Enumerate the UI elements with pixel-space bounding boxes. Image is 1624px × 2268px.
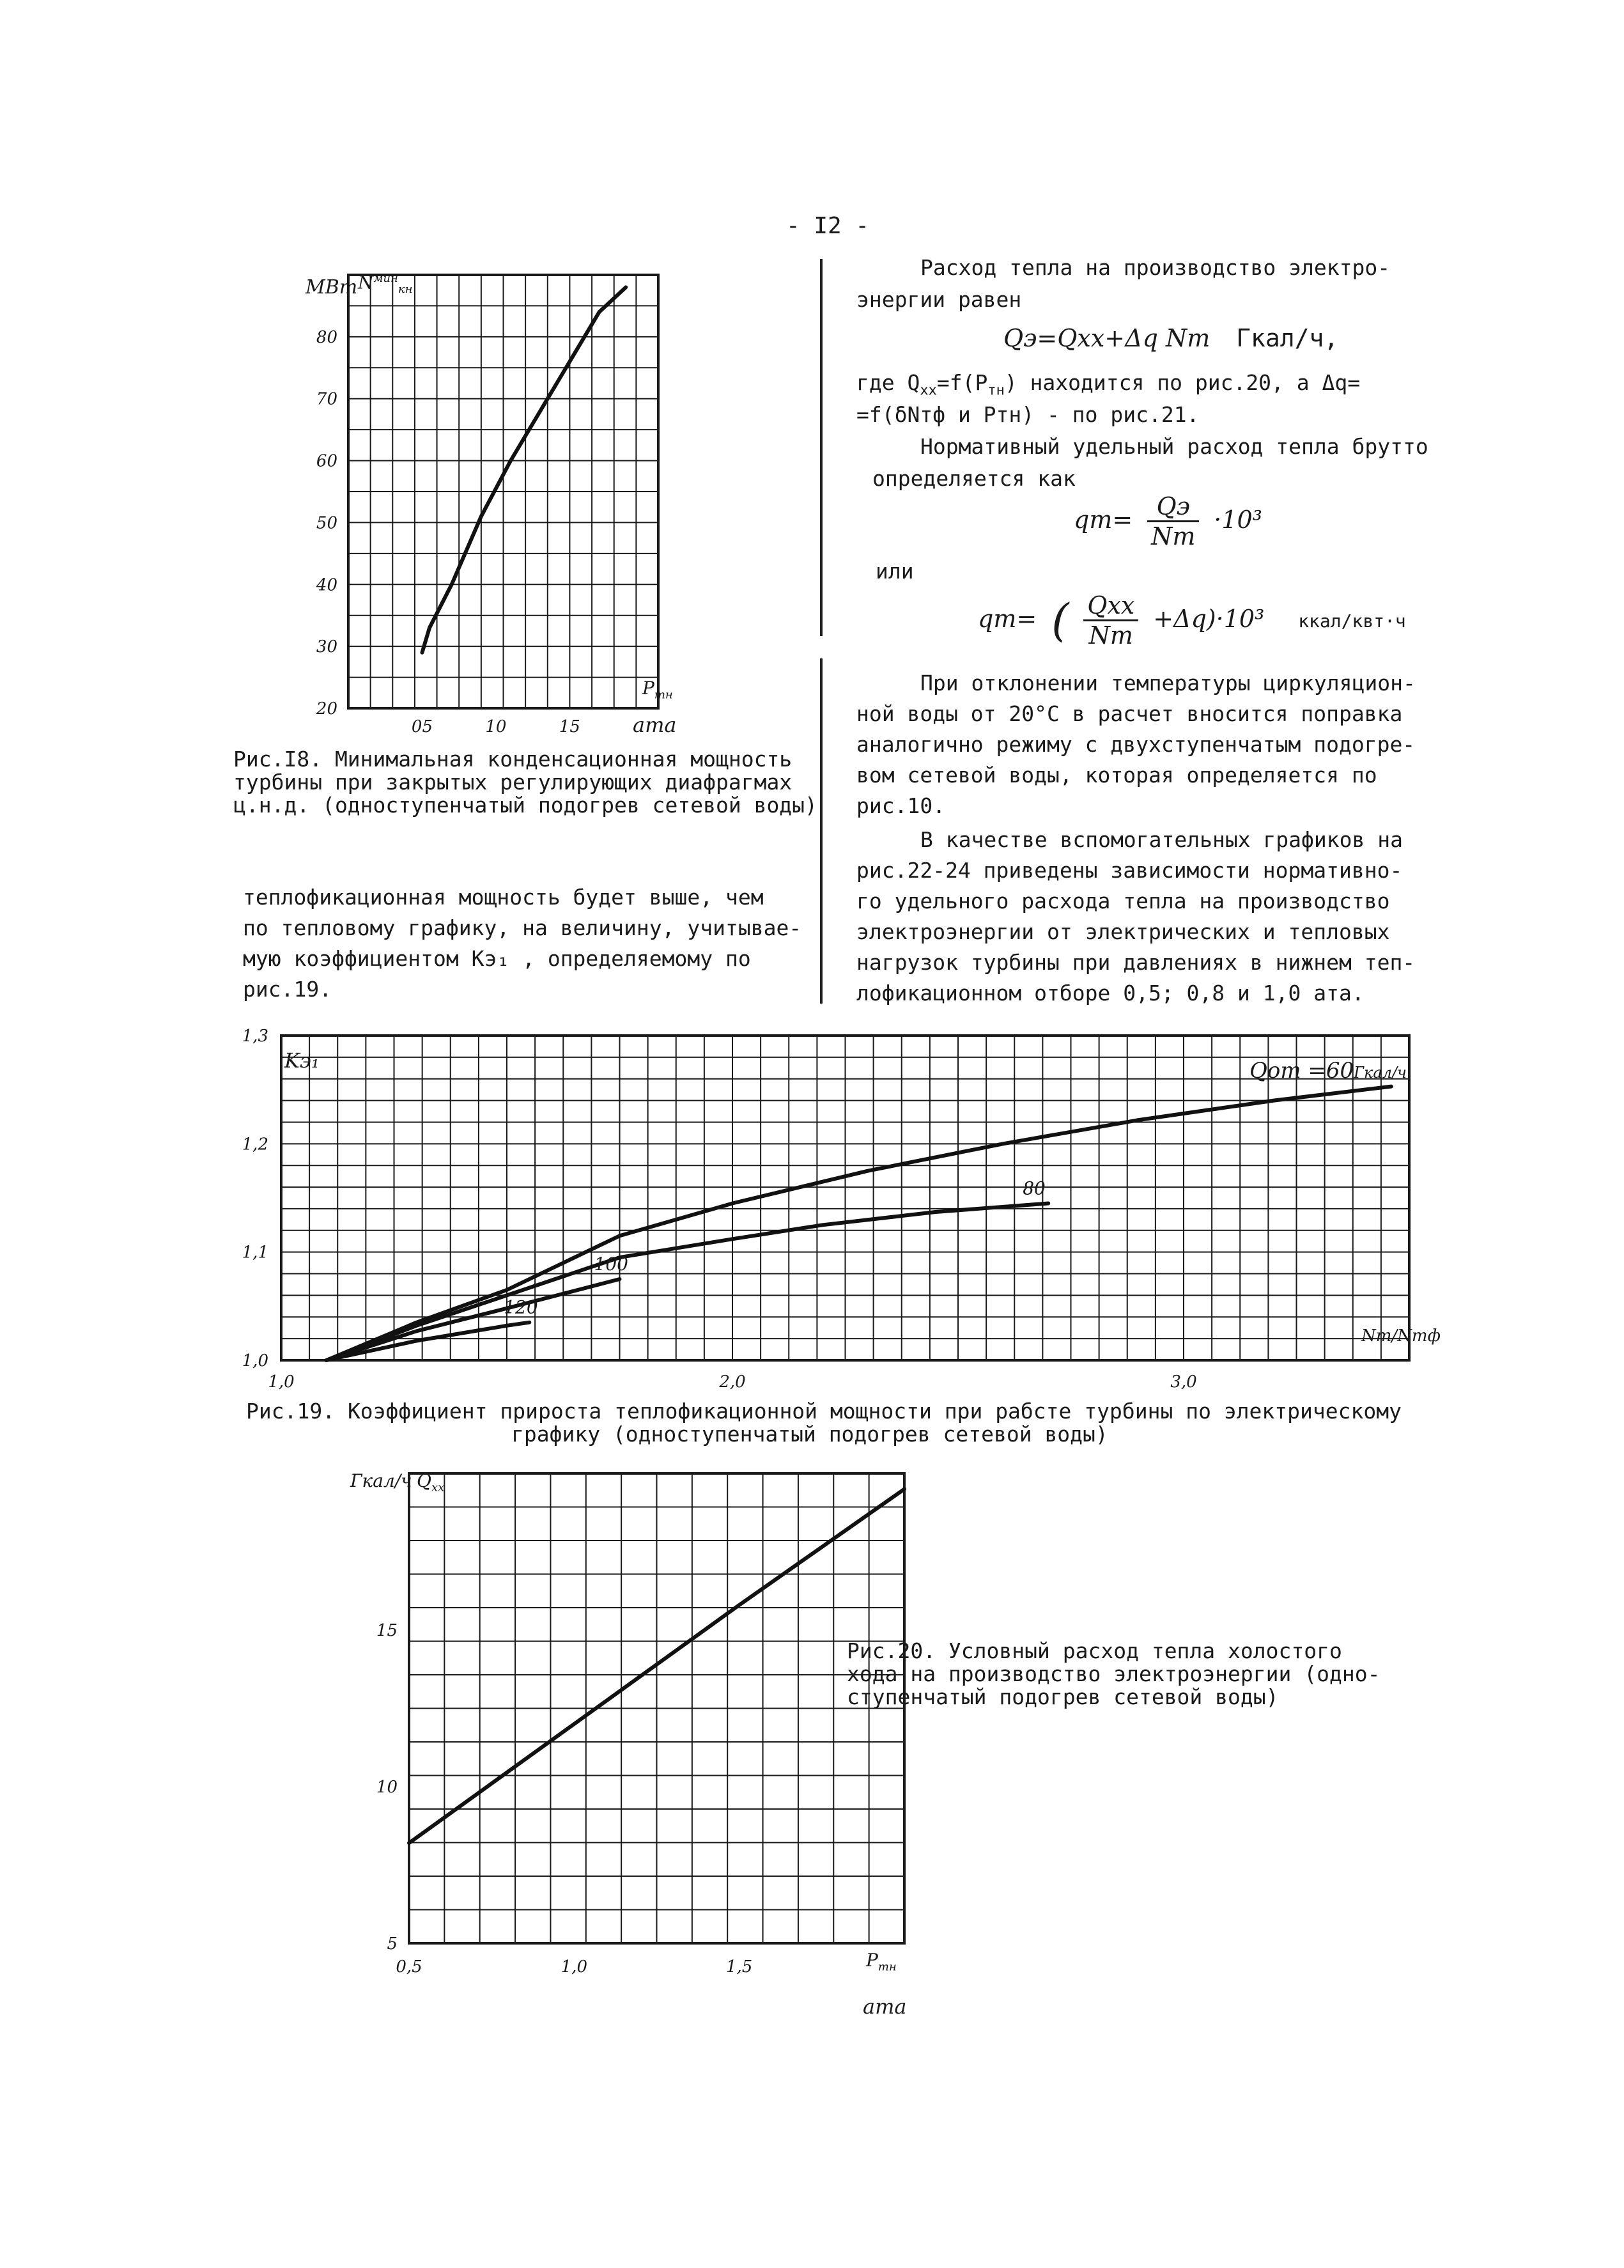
y-tick-label: 70 (316, 389, 337, 409)
fig19-series-60-label: Qот =60Гкал/ч (1249, 1058, 1407, 1084)
y-tick-label: 20 (316, 699, 337, 718)
x-tick-label: 3,0 (1170, 1372, 1197, 1392)
y-tick-label: 1,2 (242, 1135, 268, 1154)
paragraph-line: где $Q_{xx}=f(P_{тн})$ находится по рис.20, а Δq= (856, 370, 1361, 399)
paragraph-line: Расход тепла на производство электро- (920, 255, 1391, 280)
paragraph-line: определяется как (872, 466, 1076, 491)
fig19-caption-line1: Рис.19. Коэффициент прироста теплофикационной мощности при рабсте турбины по электрическому (246, 1399, 1402, 1424)
paragraph-deviation: При отклонении температуры циркуляцион- ной воды от 20°С в расчет вносится поправка аналогично режиму с двухступенчатым подогре- вом сетевой воды, которая определяется по рис.10. (856, 671, 1416, 818)
fig19-y-symbol: Kэ₁ (284, 1048, 320, 1073)
x-tick-label: 0,5 (396, 1957, 422, 1977)
paragraph-line: Нормативный удельный расход тепла брутто (920, 434, 1428, 459)
paragraph-line: =f(δNтф и Pтн) - по рис.21. (856, 402, 1200, 427)
paragraph-auxiliary-graphs: В качестве вспомогательных графиков на рис.22-24 приведены зависимости нормативно- го удельного расхода тепла на производство электроэнергии от электрических и тепловых нагрузок турбины при давлениях в нижнем теп- лофикационном отборе 0,5; 0,8 и 1,0 ата. (856, 827, 1416, 1006)
fig20-x-symbol: $P_{тн}$ (866, 1950, 897, 1974)
y-tick-label: 10 (376, 1778, 398, 1797)
y-tick-label: 50 (316, 513, 337, 533)
series-label-100: 100 (594, 1254, 628, 1275)
y-tick-label: 60 (316, 451, 337, 471)
fig20-y-symbol: $Q_{xx}$ (417, 1470, 445, 1495)
fig19-caption-line2: графику (одноступенчатый подогрев сетевой воды) (511, 1422, 1108, 1447)
paragraph-coefficient: теплофикационная мощность будет выше, чем по тепловому графику, на величину, учитывае- мую коэффициентом Kэ₁ , определяемому по рис.19. (243, 885, 802, 1002)
or-word: или (876, 559, 914, 584)
x-tick-label: 2,0 (719, 1372, 746, 1392)
fig18-x-unit: ата (633, 713, 677, 737)
x-tick-label: 1,5 (725, 1957, 753, 1977)
fig20-caption: Рис.20. Условный расход тепла холостого хода на производство электроэнергии (одно- ступенчатый подогрев сетевой воды) (847, 1638, 1380, 1709)
y-tick-label: 15 (376, 1621, 398, 1640)
y-tick-label: 80 (316, 327, 337, 347)
x-tick-label: 05 (411, 717, 433, 736)
y-tick-label: 1,1 (242, 1243, 268, 1262)
equation-specific-heat: qт= $\frac{Qэ}{Nт}$ ·10³ (1074, 492, 1262, 550)
series-label-120: 120 (504, 1296, 538, 1318)
equation-specific-heat-alt: qт= ( $\frac{\text{Qxx}}{Nт}$ +Δq)·10³ ккал/квт·ч (978, 591, 1406, 649)
x-tick-label: 15 (559, 717, 580, 736)
fig18-y-unit: МВт (305, 276, 358, 299)
equation-heat-consumption: Qэ=Qxx+Δq Nт Гкал/ч, (1003, 324, 1339, 352)
fig19-x-label: Nт/Nтф (1361, 1326, 1441, 1346)
y-tick-label: 1,0 (242, 1351, 268, 1371)
paragraph-line: энергии равен (856, 287, 1022, 312)
fig18-x-symbol: $P_{тн}$ (642, 678, 673, 702)
y-tick-label: 5 (387, 1934, 398, 1953)
series-label-80: 80 (1023, 1177, 1046, 1199)
x-tick-label: 10 (485, 717, 507, 736)
x-tick-label: 1,0 (561, 1957, 588, 1977)
fig18-y-symbol: $N^{мин}_{кн}$ (358, 272, 413, 296)
page-number: - I2 - (786, 213, 870, 239)
fig18-caption: Рис.I8. Минимальная конденсационная мощность турбины при закрытых регулирующих диафрагмах ц.н.д. (одноступенчатый подогрев сетевой воды) (233, 747, 817, 818)
fig20-y-unit: Гкал/ч (350, 1470, 412, 1491)
y-tick-label: 40 (316, 575, 337, 595)
fig20-grid (409, 1473, 904, 1943)
y-tick-label: 1,3 (242, 1027, 268, 1046)
fig20-x-unit: ата (863, 1994, 907, 2019)
y-tick-label: 30 (316, 637, 337, 657)
x-tick-label: 1,0 (268, 1372, 295, 1392)
